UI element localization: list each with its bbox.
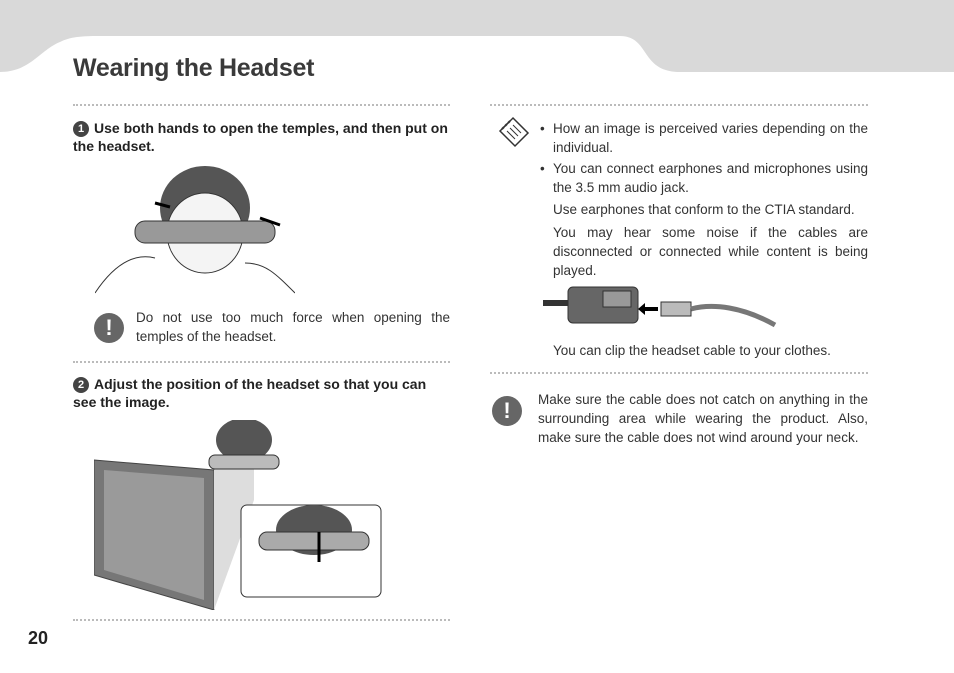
illustration-adjust-headset <box>94 420 384 610</box>
caution-icon: ! <box>492 396 522 426</box>
illustration-wearing-headset <box>95 163 295 295</box>
note-icon <box>495 113 533 151</box>
divider <box>73 619 450 621</box>
page-number: 20 <box>28 628 49 648</box>
step-1-text: Use both hands to open the temples, and then put on the headset. <box>73 120 448 154</box>
bullet-dot: • <box>540 161 545 176</box>
note-bullet-1: How an image is perceived varies depending on the individual. <box>553 121 868 155</box>
divider <box>73 361 450 363</box>
step-number-badge: 2 <box>73 377 89 393</box>
caution-text-1: Do not use too much force when opening the temples of the headset. <box>136 310 450 344</box>
caution-text-2: Make sure the cable does not catch on anything in the surrounding area while wearing the product. Also, make sure the cable does not wind around your neck. <box>538 392 868 445</box>
illustration-cable-clip <box>543 283 778 329</box>
caution-icon: ! <box>94 313 124 343</box>
divider <box>490 104 868 106</box>
divider <box>490 372 868 374</box>
step-1 <box>73 119 451 155</box>
note-sub-2: You may hear some noise if the cables are disconnected or connected while content is being played. <box>553 225 868 278</box>
bullet-dot: • <box>540 121 545 136</box>
note-bullet-2: You can connect earphones and microphones using the 3.5 mm audio jack. <box>553 161 868 195</box>
note-sub-1: Use earphones that conform to the CTIA standard. <box>553 202 855 217</box>
step-number-badge: 1 <box>73 121 89 137</box>
divider <box>73 104 450 106</box>
page-title: Wearing the Headset <box>73 54 315 82</box>
step-2-text: Adjust the position of the headset so that you can see the image. <box>73 376 427 410</box>
step-2 <box>73 375 451 411</box>
clip-caption: You can clip the headset cable to your clothes. <box>553 343 831 358</box>
